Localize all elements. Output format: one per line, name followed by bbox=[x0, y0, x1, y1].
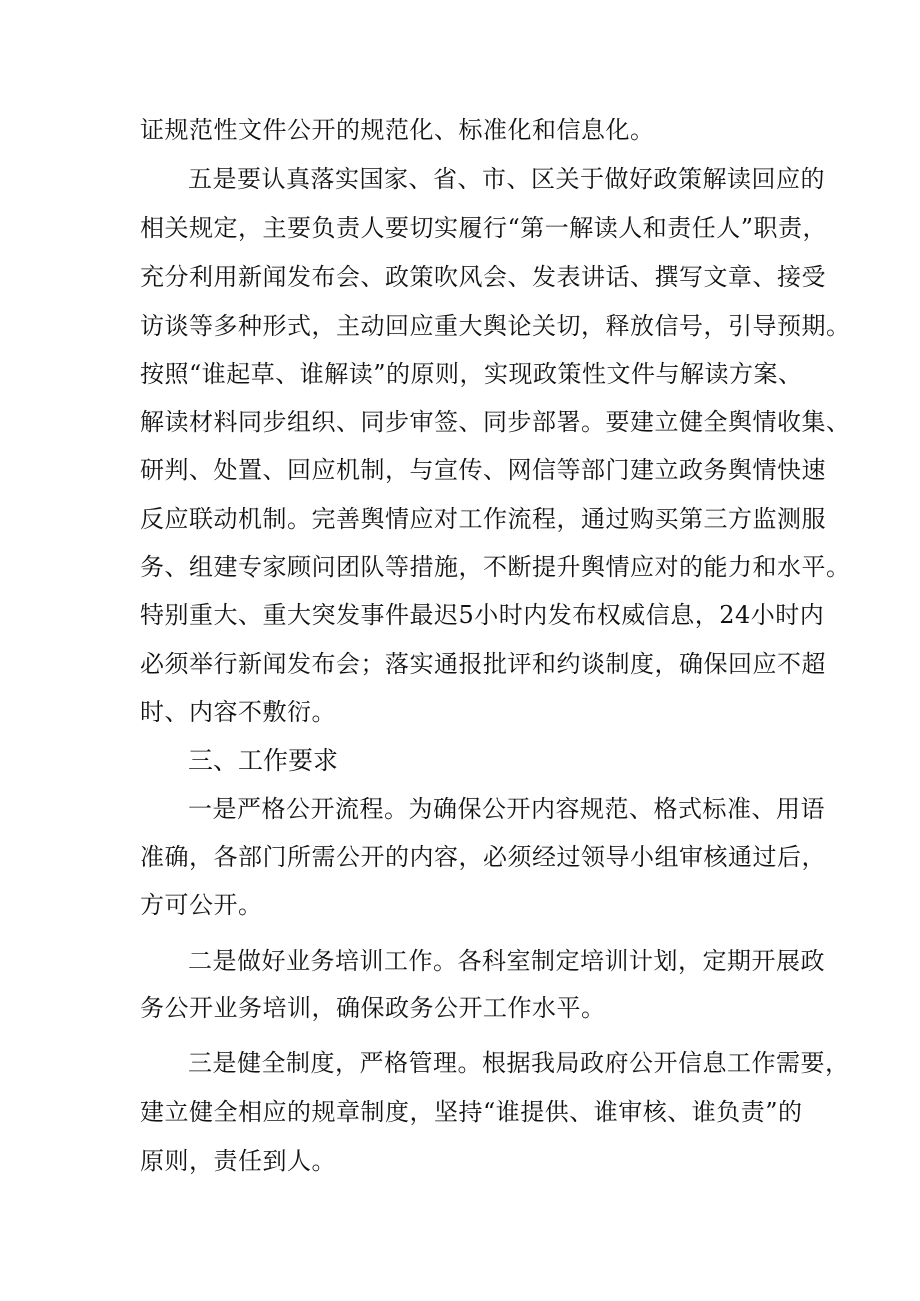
paragraph-line: 务、组建专家顾问团队等措施，不断提升舆情应对的能力和水平。 bbox=[140, 553, 851, 581]
paragraph-line: 三是健全制度，严格管理。根据我局政府公开信息工作需要， bbox=[188, 1049, 850, 1077]
paragraph-line: 特别重大、重大突发事件最迟5小时内发布权威信息，24小时内 bbox=[140, 601, 825, 629]
paragraph-line: 充分利用新闻发布会、政策吹风会、发表讲话、撰写文章、接受 bbox=[140, 263, 826, 291]
paragraph-line: 时、内容不敷衍。 bbox=[140, 698, 336, 726]
paragraph-line: 访谈等多种形式，主动回应重大舆论关切，释放信号，引导预期。 bbox=[140, 312, 851, 340]
paragraph-line: 研判、处置、回应机制，与宣传、网信等部门建立政务舆情快速 bbox=[140, 456, 826, 484]
paragraph-line: 相关规定，主要负责人要切实履行“第一解读人和责任人”职责， bbox=[140, 214, 828, 242]
paragraph-line: 反应联动机制。完善舆情应对工作流程，通过购买第三方监测服 bbox=[140, 505, 826, 533]
paragraph-line: 二是做好业务培训工作。各科室制定培训计划，定期开展政 bbox=[188, 947, 825, 975]
paragraph-line: 证规范性文件公开的规范化、标准化和信息化。 bbox=[140, 116, 655, 144]
paragraph-line: 建立健全相应的规章制度，坚持“谁提供、谁审核、谁负责”的 bbox=[140, 1098, 803, 1126]
paragraph-line: 方可公开。 bbox=[140, 891, 263, 919]
paragraph-line: 一是严格公开流程。为确保公开内容规范、格式标准、用语 bbox=[188, 795, 825, 823]
paragraph-line: 准确，各部门所需公开的内容，必须经过领导小组审核通过后， bbox=[140, 843, 826, 871]
paragraph-line: 原则，责任到人。 bbox=[140, 1147, 336, 1175]
paragraph-line: 解读材料同步组织、同步审签、同步部署。要建立健全舆情收集、 bbox=[140, 408, 851, 436]
section-heading: 三、工作要求 bbox=[188, 746, 339, 775]
paragraph-line: 按照“谁起草、谁解读”的原则，实现政策性文件与解读方案、 bbox=[140, 360, 803, 388]
paragraph-line: 必须举行新闻发布会；落实通报批评和约谈制度，确保回应不超 bbox=[140, 650, 826, 678]
paragraph-line: 五是要认真落实国家、省、市、区关于做好政策解读回应的 bbox=[188, 165, 825, 193]
paragraph-line: 务公开业务培训，确保政务公开工作水平。 bbox=[140, 994, 606, 1022]
